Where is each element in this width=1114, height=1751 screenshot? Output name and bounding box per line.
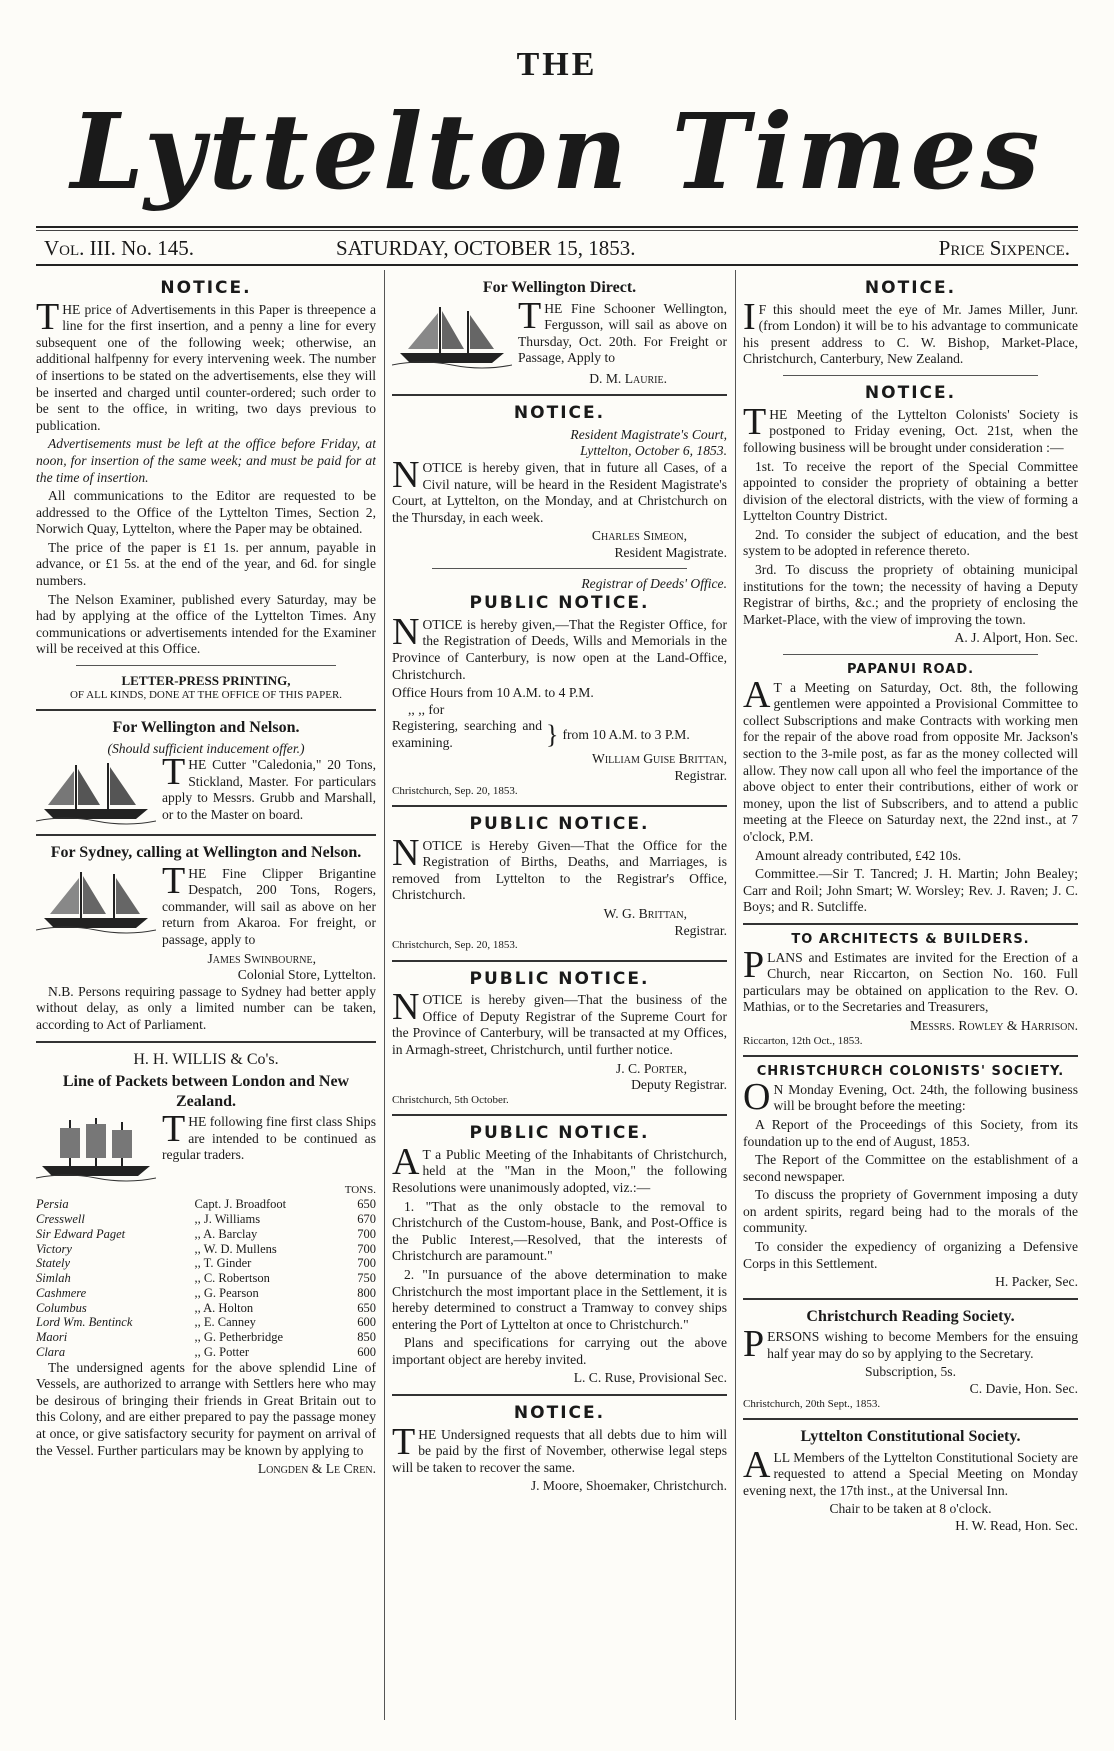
simeon-title: Resident Magistrate. bbox=[614, 544, 727, 560]
issue-price: Price Sixpence. bbox=[938, 236, 1070, 260]
masthead-rule-top-thin bbox=[36, 230, 1078, 231]
ship-icon bbox=[36, 1116, 156, 1182]
divider bbox=[392, 1114, 727, 1116]
miller-notice-text: IF this should meet the eye of Mr. James Miller, Junr. (from London) it will be to his advantage to communicate his present address to C. W. Bishop, Market-Place, Christchurch, Canterbury, New Zealand. bbox=[743, 295, 1078, 367]
masthead-the: THE bbox=[516, 46, 598, 83]
simeon-signature: Charles Simeon, bbox=[591, 528, 687, 544]
vessel-name: Clara bbox=[36, 1344, 66, 1359]
committee-list: Committee.—Sir T. Tancred; J. H. Martin; John Bealey; Carr and Roil; John Smart; W. Worsley; Rev. J. Raven; J. C. Boys; and R. Sutcliffe. bbox=[743, 866, 1078, 915]
editor-address-text: All communications to the Editor are requested to be addressed to the Office of the Lyttelton Times, Section 2, Norwich Quay, Lyttelton, where the Paper may be obtained. bbox=[36, 488, 376, 537]
vessel-name: Simlah bbox=[36, 1271, 71, 1286]
vessel-tons: 600 bbox=[357, 1344, 376, 1359]
vessel-tons: 700 bbox=[357, 1241, 376, 1256]
colonists-meeting-text: THE Meeting of the Lyttelton Colonists' Society is postponed to Friday evening, Oct. 21st, when the following business will be brought under consideration :— bbox=[743, 400, 1078, 455]
office-hours-ditto: ,, ,, for bbox=[408, 701, 445, 717]
vessel-name: Victory bbox=[36, 1241, 72, 1256]
debts-notice-text: THE Undersigned requests that all debts due to him will be paid by the first of November, otherwise legal steps will be taken to recover the same. bbox=[392, 1420, 727, 1475]
cc-item-1: A Report of the Proceedings of this Society, from its foundation up to the end of August, 1853. bbox=[743, 1117, 1078, 1149]
table-row bbox=[36, 1301, 376, 1316]
vessel-tons: 700 bbox=[357, 1256, 376, 1271]
vessel-captain: ,, G. Potter bbox=[194, 1344, 249, 1359]
resolution-1: 1. "That as the only obstacle to the removal to Christchurch of the Custom-house, Bank, and Post-Office is the Public Interest,—Resolved, that the interests of Christchurch are paramount." bbox=[392, 1198, 727, 1264]
subscription-price-text: The price of the paper is £1 1s. per annum, payable in advance, or £1 5s. at the end of the year, and 6d. for single numbers. bbox=[36, 539, 376, 588]
divider bbox=[392, 394, 727, 396]
births-deaths-date: Christchurch, Sep. 20, 1853. bbox=[392, 939, 518, 952]
divider bbox=[36, 709, 376, 711]
papanui-heading: PAPANUI ROAD. bbox=[846, 661, 975, 677]
longden-signature: Longden & Le Cren. bbox=[257, 1461, 376, 1477]
resolution-2: 2. "In pursuance of the above determination to make Christchurch the most important place in the Settlement, it is hereby determined to construct a Tramway to convey ships entering the Port of Lyttelton at once to Christchurch." bbox=[392, 1266, 727, 1332]
brittan-title: Registrar. bbox=[674, 922, 727, 938]
moore-signature: J. Moore, Shoemaker, Christchurch. bbox=[530, 1478, 727, 1494]
divider bbox=[36, 1041, 376, 1043]
architects-text: PLANS and Estimates are invited for the Erection of a Church, near Riccarton, on Section No. 160. Full particulars may be obtained on application to the Rev. O. Mathias, or to the Secretaries and Treasurers, bbox=[743, 943, 1078, 1015]
tons-label: TONS. bbox=[344, 1184, 376, 1197]
vessel-name: Cashmere bbox=[36, 1285, 87, 1300]
porter-signature: J. C. Porter, bbox=[615, 1060, 687, 1076]
brittan-title: Registrar. bbox=[674, 767, 727, 783]
nelson-examiner-text: The Nelson Examiner, published every Saturday, may be had by applying at the office of the Lyttelton Times. Any communications or advertisements intended for the Examiner will be received at this Office. bbox=[36, 591, 376, 657]
public-notice-heading: PUBLIC NOTICE. bbox=[469, 593, 650, 614]
magistrate-court-place: Resident Magistrate's Court, bbox=[570, 426, 727, 442]
notice-heading: NOTICE. bbox=[513, 1403, 606, 1423]
vessel-name: Maori bbox=[36, 1330, 68, 1345]
table-row bbox=[36, 1197, 376, 1212]
porter-title: Deputy Registrar. bbox=[631, 1077, 727, 1093]
business-item-1: 1st. To receive the report of the Special Committee appointed to consider the propriety of obtaining a better division of the electoral districts, with the view of forming a Lyttelton Country District. bbox=[743, 458, 1078, 524]
vessel-tons: 650 bbox=[357, 1300, 376, 1315]
vessel-captain: ,, G. Petherbridge bbox=[194, 1330, 283, 1345]
column-divider-1 bbox=[384, 270, 385, 1720]
chair-time: Chair to be taken at 8 o'clock. bbox=[829, 1501, 992, 1517]
architects-heading: TO ARCHITECTS & BUILDERS. bbox=[791, 931, 1030, 947]
issue-date: SATURDAY, OCTOBER 15, 1853. bbox=[336, 236, 636, 260]
read-signature: H. W. Read, Hon. Sec. bbox=[955, 1517, 1078, 1533]
wellington-direct-heading: For Wellington Direct. bbox=[482, 279, 637, 296]
vessel-name: Sir Edward Paget bbox=[36, 1226, 126, 1241]
column-divider-2 bbox=[735, 270, 736, 1720]
alport-signature: A. J. Alport, Hon. Sec. bbox=[954, 630, 1078, 646]
table-row bbox=[36, 1227, 376, 1242]
schooner-text: THE Fine Schooner Wellington, Fergusson, will sail as above on Thursday, Oct. 20th. For Freight or Passage, Apply to bbox=[518, 294, 727, 366]
vessel-tons: 700 bbox=[357, 1226, 376, 1241]
table-row bbox=[36, 1286, 376, 1301]
office-hours: Office Hours from 10 A.M. to 4 P.M. bbox=[392, 685, 594, 701]
table-row bbox=[36, 1271, 376, 1286]
willis-heading: H. H. WILLIS & Co's. bbox=[133, 1050, 279, 1068]
vessel-tons: 850 bbox=[357, 1330, 376, 1345]
vessel-name: Stately bbox=[36, 1256, 71, 1271]
vessel-captain: ,, C. Robertson bbox=[194, 1271, 270, 1286]
divider bbox=[76, 665, 336, 666]
ship-icon bbox=[36, 868, 156, 934]
magistrate-court-date: Lyttelton, October 6, 1853. bbox=[580, 443, 727, 459]
vessel-captain: ,, G. Pearson bbox=[194, 1285, 259, 1300]
magistrate-court-text: NOTICE is hereby given, that in future all Cases, of a Civil nature, will be heard in the Resident Magistrate's Court, at Lyttelton, on the Monday, and at Christchurch on the Thursday, in each week. bbox=[392, 453, 727, 525]
brittan-signature: William Guise Brittan, bbox=[592, 751, 727, 767]
vessel-tons: 670 bbox=[357, 1212, 376, 1227]
vessel-captain: ,, A. Holton bbox=[194, 1300, 254, 1315]
table-row bbox=[36, 1256, 376, 1271]
swinbourne-address: Colonial Store, Lyttelton. bbox=[237, 967, 376, 983]
divider bbox=[743, 1055, 1078, 1057]
deeds-office-label: Registrar of Deeds' Office. bbox=[581, 576, 727, 592]
packer-signature: H. Packer, Sec. bbox=[995, 1274, 1078, 1290]
vessel-name: Cresswell bbox=[36, 1212, 85, 1227]
divider bbox=[743, 1298, 1078, 1300]
subscription-fee: Subscription, 5s. bbox=[864, 1364, 956, 1380]
vessel-captain: Capt. J. Broadfoot bbox=[194, 1197, 287, 1212]
registering-hours: Registering, searching and examining. } from 10 A.M. to 3 P.M. bbox=[392, 718, 690, 750]
vessel-tons: 600 bbox=[357, 1315, 376, 1330]
sydney-nb-text: N.B. Persons requiring passage to Sydney had better apply without delay, as only a limited number can be taken, according to Act of Parliament. bbox=[36, 983, 376, 1032]
cc-item-2: The Report of the Committee on the establishment of a second newspaper. bbox=[743, 1152, 1078, 1184]
table-row bbox=[36, 1212, 376, 1227]
vessel-captain: ,, J. Williams bbox=[194, 1212, 261, 1227]
column-2 bbox=[392, 278, 727, 1721]
public-notice-heading: PUBLIC NOTICE. bbox=[469, 1123, 650, 1144]
advert-deadline-text: Advertisements must be left at the office before Friday, at noon, for insertion of the same week; and must be paid for at the time of insertion. bbox=[36, 436, 376, 485]
cc-item-3: To discuss the propriety of Government imposing a duty on ardent spirits, regard being had to the morals of the community. bbox=[743, 1187, 1078, 1236]
public-meeting-text: AT a Public Meeting of the Inhabitants of Christchurch, held at the "Man in the Moon," the following Resolutions were unanimously adopted, viz.:— bbox=[392, 1140, 727, 1196]
births-deaths-text: NOTICE is Hereby Given—That the Office for the Registration of Births, Deaths, and Marriages, is removed from Lyttelton to the Registrar's Office, Christchurch. bbox=[392, 831, 727, 903]
divider bbox=[783, 375, 1038, 376]
packets-heading: Line of Packets between London and New Zealand. bbox=[62, 1073, 350, 1110]
divider bbox=[392, 1394, 727, 1396]
wellington-nelson-heading: For Wellington and Nelson. bbox=[112, 719, 300, 737]
masthead-title: Lyttelton Times bbox=[70, 90, 1044, 213]
brittan-signature: W. G. Brittan, bbox=[603, 906, 687, 921]
table-row bbox=[36, 1315, 376, 1330]
cc-item-4: To consider the expediency of organizing a Defensive Corps in this Settlement. bbox=[743, 1239, 1078, 1271]
notice-heading: NOTICE. bbox=[160, 278, 252, 298]
column-1 bbox=[36, 278, 376, 1721]
vessel-table bbox=[36, 1197, 376, 1359]
deeds-notice-text: NOTICE is hereby given,—That the Register Office, for the Registration of Deeds, Wills and Memorials in the Province of Canterbury, is now open at the Land-Office, Christchurch. bbox=[392, 610, 727, 682]
plans-text: Plans and specifications for carrying out the above important object are hereby invited. bbox=[392, 1335, 727, 1367]
vessel-tons: 650 bbox=[357, 1197, 376, 1212]
constitutional-society-heading: Lyttelton Constitutional Society. bbox=[800, 1428, 1021, 1446]
swinbourne-signature: James Swinbourne, bbox=[207, 950, 316, 966]
vessel-name: Persia bbox=[36, 1197, 69, 1212]
divider bbox=[432, 568, 687, 569]
willis-agents-text: The undersigned agents for the above splendid Line of Vessels, are authorized to arrange with Settlers here who may be desirous of bringing their friends in Great Britain out to this Colony, and are either prepared to pay the passage money at once, or give satisfactory security for payment on arrival of the Vessel. Further particulars may be known by applying to bbox=[36, 1359, 376, 1458]
ship-icon bbox=[392, 303, 512, 369]
divider bbox=[743, 1418, 1078, 1420]
rowley-harrison-signature: Messrs. Rowley & Harrison. bbox=[910, 1018, 1078, 1033]
laurie-signature: D. M. Laurie. bbox=[589, 370, 667, 386]
reading-society-text: PERSONS wishing to become Members for the ensuing half year may do so by applying to the Secretary. bbox=[743, 1323, 1078, 1366]
despatch-text: THE Fine Clipper Brigantine Despatch, 200 Tons, Rogers, commander, will sail as above on her return from Akaroa. For freight, or passage, apply to bbox=[162, 859, 376, 948]
vessel-name: Columbus bbox=[36, 1300, 87, 1315]
business-item-3: 3rd. To discuss the propriety of obtaining municipal institutions for the town; the necessity of having a Deputy Registrar of births, &c.; and the propriety of enclosing the Market-Place, with the view of improving the town. bbox=[743, 561, 1078, 627]
ship-icon bbox=[36, 759, 156, 825]
christchurch-colonists-heading: CHRISTCHURCH COLONISTS' SOCIETY. bbox=[756, 1063, 1065, 1079]
table-row bbox=[36, 1345, 376, 1360]
papanui-text: AT a Meeting on Saturday, Oct. 8th, the following gentlemen were appointed a Provisional Committee to collect Subscriptions and make Contracts with working men for the repair of the above road from opposite Mr. Jackson's section to the 3-mile post, as far as the money collected will allow. They now call upon all who feel the importance of the above object to enter their contributions, either of work or money, upon the list of Subscribers, and to attend a public meeting at the Fleece on Saturday next, the 22nd inst., at 7 o'clock, P.M. bbox=[743, 673, 1078, 844]
public-notice-heading: PUBLIC NOTICE. bbox=[469, 813, 650, 834]
vessel-captain: ,, T. Ginder bbox=[194, 1256, 252, 1271]
constitutional-society-text: ALL Members of the Lyttelton Constitutional Society are requested to attend a Special Meeting on Monday evening next, the 17th inst., at the Universal Inn. bbox=[743, 1443, 1078, 1498]
printing-heading: LETTER-PRESS PRINTING, bbox=[121, 672, 291, 688]
architects-date: Riccarton, 12th Oct., 1853. bbox=[743, 1034, 863, 1047]
masthead-rule-bottom bbox=[36, 264, 1078, 266]
willis-intro-text: THE following fine first class Ships are intended to be continued as regular traders. bbox=[162, 1108, 376, 1163]
vessel-captain: ,, W. D. Mullens bbox=[194, 1241, 277, 1256]
supreme-court-date: Christchurch, 5th October. bbox=[392, 1093, 509, 1106]
sydney-heading: For Sydney, calling at Wellington and Nelson. bbox=[50, 844, 362, 862]
vessel-name: Lord Wm. Bentinck bbox=[36, 1315, 133, 1330]
volume-number: Vol. III. No. 145. bbox=[44, 236, 195, 260]
christchurch-colonists-text: ON Monday Evening, Oct. 24th, the following business will be brought before the meeting: bbox=[743, 1075, 1078, 1118]
printing-subheading: OF ALL KINDS, DONE AT THE OFFICE OF THIS PAPER. bbox=[69, 688, 343, 701]
davie-signature: C. Davie, Hon. Sec. bbox=[969, 1381, 1078, 1397]
vessel-captain: ,, A. Barclay bbox=[194, 1226, 258, 1241]
notice-heading: NOTICE. bbox=[864, 383, 957, 404]
vessel-tons: 750 bbox=[357, 1271, 376, 1286]
reading-society-heading: Christchurch Reading Society. bbox=[806, 1307, 1015, 1325]
divider bbox=[743, 923, 1078, 925]
table-row bbox=[36, 1330, 376, 1345]
reading-society-date: Christchurch, 20th Sept., 1853. bbox=[743, 1397, 881, 1410]
deeds-date: Christchurch, Sep. 20, 1853. bbox=[392, 784, 518, 797]
ruse-signature: L. C. Ruse, Provisional Sec. bbox=[573, 1370, 727, 1386]
business-item-2: 2nd. To consider the subject of education, and the best system to be adopted in reference thereto. bbox=[743, 526, 1078, 559]
divider bbox=[392, 960, 727, 962]
vessel-captain: ,, E. Canney bbox=[194, 1315, 256, 1330]
amount-contributed: Amount already contributed, £42 10s. bbox=[755, 847, 962, 863]
public-notice-heading: PUBLIC NOTICE. bbox=[469, 968, 650, 989]
vessel-tons: 800 bbox=[357, 1285, 376, 1300]
notice-heading: NOTICE. bbox=[513, 403, 606, 424]
divider bbox=[36, 834, 376, 836]
column-3 bbox=[743, 278, 1078, 1721]
dateline bbox=[36, 236, 1078, 266]
notice-heading: NOTICE. bbox=[864, 278, 957, 298]
advert-rates-text: THE price of Advertisements in this Paper is threepence a line for the first insertion, and a penny a line for every subsequent one of the following week; otherwise, an additional halfpenny for every intervening week. The number of insertions to be stated on the advertisements, else they will be inserted and charged until counter-ordered; such order to be sent to the office, in writing, two days previous to publication. bbox=[36, 295, 376, 433]
caledonia-text: THE Cutter "Caledonia," 20 Tons, Stickland, Master. For particulars apply to Messrs. Grubb and Marshall, or to the Master on board. bbox=[162, 751, 376, 822]
divider bbox=[392, 805, 727, 807]
wellington-nelson-sub: (Should sufficient inducement offer.) bbox=[107, 740, 305, 756]
supreme-court-text: NOTICE is hereby given—That the business of the Office of Deputy Registrar of the Supreme Court for the Province of Canterbury, will be transacted at my Offices, in Armagh-street, Christchurch, until further notice. bbox=[392, 986, 727, 1058]
masthead-rule-top bbox=[36, 226, 1078, 228]
divider bbox=[783, 654, 1038, 655]
table-row bbox=[36, 1242, 376, 1257]
